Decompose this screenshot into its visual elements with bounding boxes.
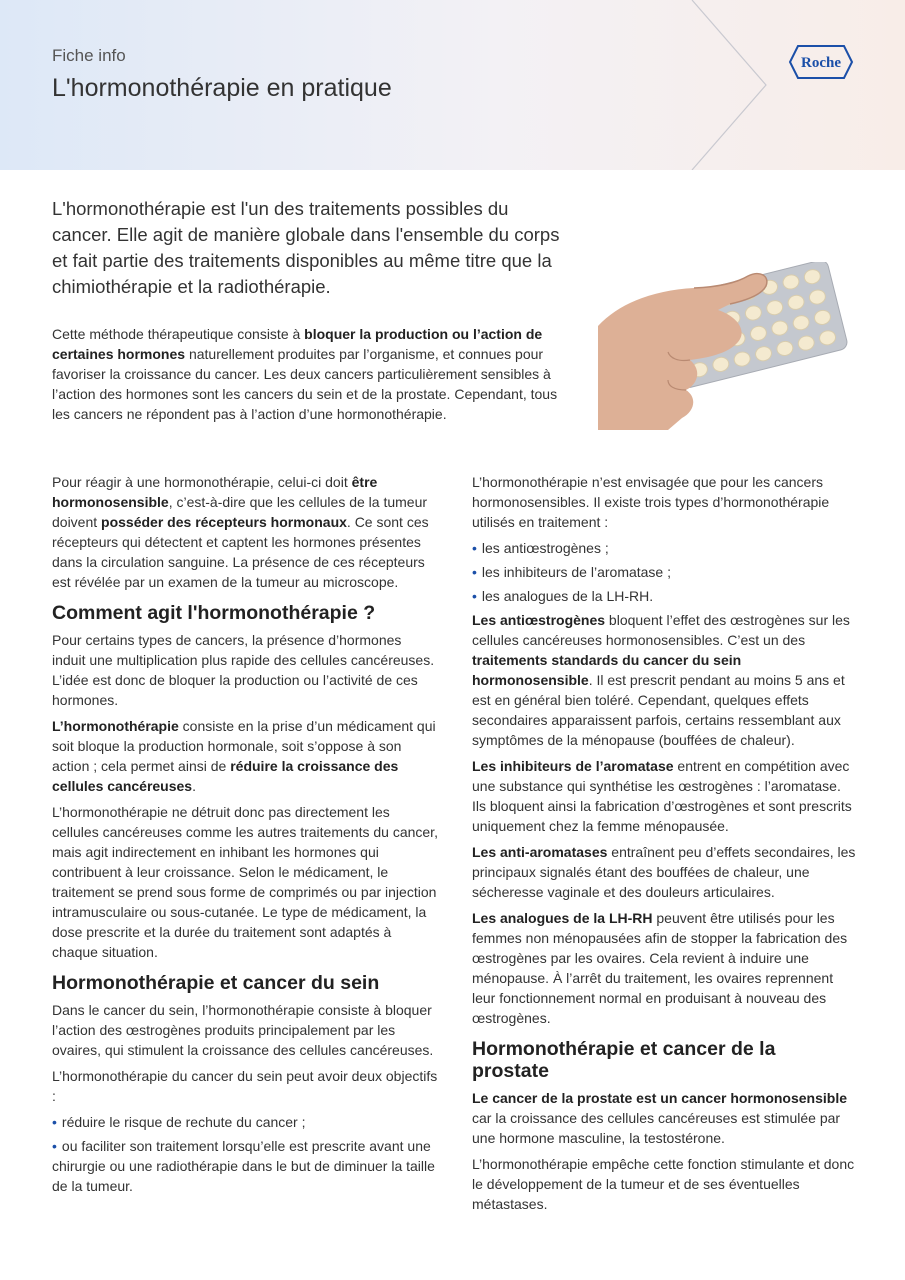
- svg-text:Roche: Roche: [801, 55, 841, 71]
- list-item: • les inhibiteurs de l’aromatase ;: [472, 564, 672, 580]
- page-header: [0, 0, 905, 170]
- bullet-icon: •: [472, 564, 477, 580]
- prostate-paragraph-2: L’hormonothérapie empêche cette fonction stimulante et donc le développement de la tumeur et de ses éventuelles métastases.: [472, 1156, 855, 1212]
- breast-paragraph-1: Dans le cancer du sein, l’hormonothérapie consiste à bloquer l’action des œstrogènes produits principalement par les ovaires, qui stimulent la croissance des cellules cancéreuses.: [52, 1002, 434, 1058]
- list-item: • les antiœstrogènes ;: [472, 540, 609, 556]
- breast-objectives-list: [52, 1112, 438, 1196]
- aromatase-inhibitor-paragraph: Les inhibiteurs de l’aromatase entrent en compétition avec une substance qui synthétise les œstrogènes : l’aromatase. Ils bloquent ainsi la fabrication d’œstrogènes et sont prescrits uniquement chez la femme ménopausée.: [472, 758, 852, 834]
- how-paragraph-1: Pour certains types de cancers, la présence d’hormones induit une multiplication plus rapide des cellules cancéreuses. L’idée est donc de bloquer la production ou l’activité de ces hormones.: [52, 632, 435, 708]
- chevron-decoration: [690, 0, 770, 170]
- receptor-paragraph: Pour réagir à une hormonothérapie, celui-ci doit être hormonosensible, c’est-à-dire que les cellules de la tumeur doivent posséder des récepteurs hormonaux. Ce sont ces récepteurs qui détectent et captent les hormones présentes dans la circulation sanguine. La présence de ces récepteurs est révélée par un examen de la tumeur au microscope.: [52, 474, 429, 590]
- heading-how-it-works: Comment agit l'hormonothérapie ?: [52, 602, 376, 624]
- bullet-icon: •: [472, 540, 477, 556]
- antiestrogen-paragraph: Les antiœstrogènes bloquent l’effet des œstrogènes sur les cellules cancéreuses hormonosensibles. C’est un des traitements standards du cancer du sein hormonosensible. Il est prescrit pendant au moins 5 ans et est en général bien toléré. Cependant, quelques effets secondaires apparaissent parfois, certains ressemblant aux symptômes de la ménopause (bouffées de chaleur).: [472, 612, 850, 748]
- document-type-label: Fiche info: [52, 46, 126, 65]
- bullet-icon: •: [472, 588, 477, 604]
- left-column: [52, 472, 438, 1200]
- list-item: • les analogues de la LH-RH.: [472, 588, 654, 604]
- list-item: • ou faciliter son traitement lorsqu’elle est prescrite avant une chirurgie ou une radiothérapie dans le but de diminuer la taille de la tumeur.: [52, 1138, 435, 1194]
- intro-paragraph: L'hormonothérapie est l'un des traitements possibles du cancer. Elle agit de manière globale dans l'ensemble du corps et fait partie des traitements disponibles au même titre que la chimiothérapie et la radiothérapie.: [52, 198, 560, 297]
- list-item: • réduire le risque de rechute du cancer ;: [52, 1114, 306, 1130]
- method-paragraph: Cette méthode thérapeutique consiste à bloquer la production ou l’action de certaines hormones naturellement produites par l’organisme, et connues pour favoriser la croissance du cancer. Les deux cancers particulièrement sensibles à l’action des hormones sont les cancers du sein et de la prostate. Cependant, tous les cancers ne répondent pas à l’action d’une hormonothérapie.: [52, 326, 558, 422]
- right-column: [472, 472, 857, 1220]
- types-paragraph: L’hormonothérapie n’est envisagée que pour les cancers hormonosensibles. Il existe trois types d’hormonothérapie utilisés en traitement :: [472, 474, 830, 530]
- heading-breast-cancer: Hormonothérapie et cancer du sein: [52, 972, 380, 994]
- heading-prostate-cancer: Hormonothérapie et cancer de la prostate: [472, 1038, 776, 1082]
- roche-logo-icon: [788, 44, 854, 80]
- bullet-icon: •: [52, 1138, 57, 1154]
- how-paragraph-2: L’hormonothérapie consiste en la prise d’un médicament qui soit bloque la production hormonale, soit s’oppose à son action ; cela permet ainsi de réduire la croissance des cellules cancéreuses.: [52, 718, 436, 794]
- pill-blister-photo: [598, 262, 848, 430]
- page-title: L'hormonothérapie en pratique: [52, 74, 392, 102]
- prostate-paragraph-1: Le cancer de la prostate est un cancer hormonosensible car la croissance des cellules cancéreuses est stimulée par une hormone masculine, la testostérone.: [472, 1090, 848, 1146]
- lhrh-paragraph: Les analogues de la LH-RH peuvent être utilisés pour les femmes non ménopausées afin de stopper la fabrication des œstrogènes par les ovaires. Cela revient à induire une ménopause. À l’arrêt du traitement, les ovaires reprennent leur fonctionnement normal en produisant à nouveau des œstrogènes.: [472, 910, 848, 1026]
- how-paragraph-3: L’hormonothérapie ne détruit donc pas directement les cellules cancéreuses comme les autres traitements du cancer, mais agit indirectement en inhibant les hormones qui contribuent à leur croissance. Selon le médicament, le traitement se prend sous forme de comprimés ou par injection intramusculaire ou sous-cutanée. Le type de médicament, la dose prescrite et la durée du traitement sont adaptés à chaque situation.: [52, 804, 438, 960]
- therapy-types-list: [472, 538, 857, 606]
- anti-aromatase-paragraph: Les anti-aromatases entraînent peu d’effets secondaires, les principaux signalés étant des bouffées de chaleur, une sécheresse vaginale et des douleurs articulaires.: [472, 844, 856, 900]
- breast-paragraph-2: L’hormonothérapie du cancer du sein peut avoir deux objectifs :: [52, 1068, 438, 1104]
- bullet-icon: •: [52, 1114, 57, 1130]
